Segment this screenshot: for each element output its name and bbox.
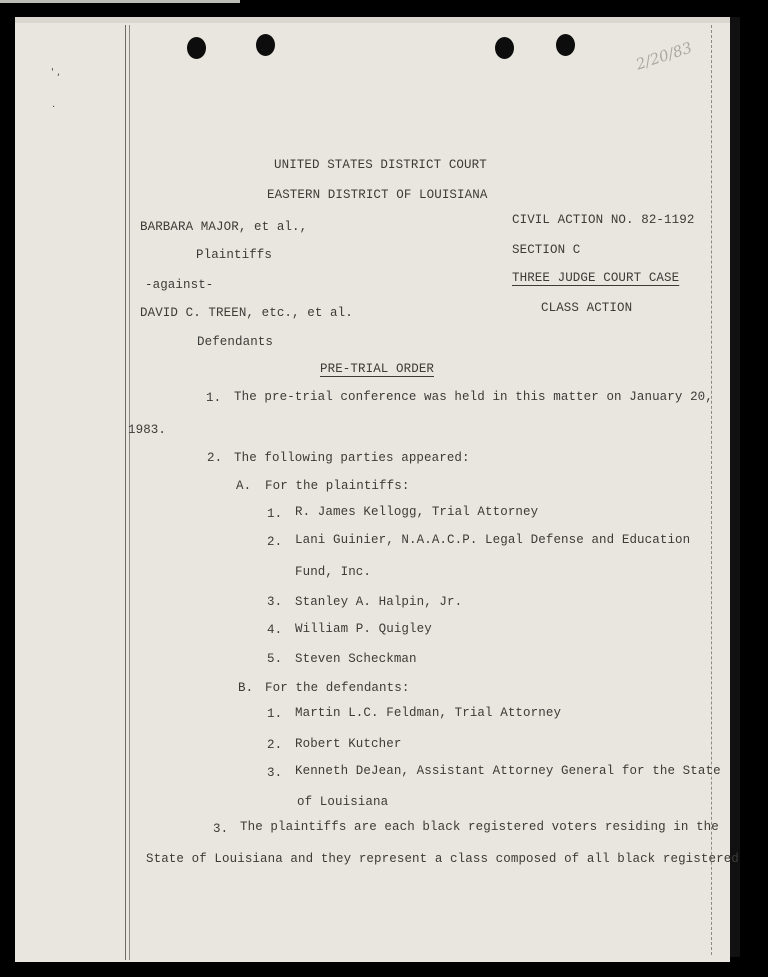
para-1-line-2: 1983.	[128, 423, 167, 437]
plaintiff-attorney-2-cont: Fund, Inc.	[295, 565, 372, 579]
defendant-attorney-2: Robert Kutcher	[295, 737, 402, 751]
plaintiff-attorney-1-num: 1.	[267, 507, 283, 521]
punch-hole-4	[556, 34, 575, 56]
defendant-attorney-3-num: 3.	[267, 766, 283, 780]
defendant-attorney-2-num: 2.	[267, 738, 283, 752]
plaintiffs-letter: A.	[236, 479, 252, 493]
scan-speck: ·	[52, 102, 56, 113]
document-page	[15, 17, 739, 962]
plaintiffs-heading: For the plaintiffs:	[265, 479, 410, 493]
defendant-attorney-1-num: 1.	[267, 707, 283, 721]
para-1-line-1: The pre-trial conference was held in this matter on January 20,	[234, 390, 713, 404]
plaintiff-attorney-5-num: 5.	[267, 652, 283, 666]
plaintiff-attorney-3-num: 3.	[267, 595, 283, 609]
district-name: EASTERN DISTRICT OF LOUISIANA	[267, 188, 488, 202]
para-2-number: 2.	[207, 451, 223, 465]
plaintiff-attorney-4: William P. Quigley	[295, 622, 432, 636]
para-3-number: 3.	[213, 822, 229, 836]
defendants-heading: For the defendants:	[265, 681, 410, 695]
scan-border	[730, 17, 740, 957]
defendant-attorney-3: Kenneth DeJean, Assistant Attorney General for the State	[295, 764, 721, 778]
plaintiff-attorney-2: Lani Guinier, N.A.A.C.P. Legal Defense and Education	[295, 533, 691, 547]
plaintiff-attorney-4-num: 4.	[267, 623, 283, 637]
section-label: SECTION C	[512, 243, 581, 257]
defendants-letter: B.	[238, 681, 254, 695]
plaintiff-attorney-3: Stanley A. Halpin, Jr.	[295, 595, 463, 609]
page-top-band	[15, 17, 730, 23]
plaintiff-attorney-5: Steven Scheckman	[295, 652, 417, 666]
plaintiff-name: BARBARA MAJOR, et al.,	[140, 220, 308, 234]
handwritten-date: 2/20/83	[633, 38, 695, 74]
action-type: CLASS ACTION	[541, 301, 633, 315]
para-3-line-2: State of Louisiana and they represent a class composed of all black registered	[146, 852, 739, 866]
versus-label: -against-	[145, 278, 214, 292]
defendant-attorney-3-cont: of Louisiana	[297, 795, 389, 809]
right-margin-rule	[711, 25, 712, 955]
defendant-attorney-1: Martin L.C. Feldman, Trial Attorney	[295, 706, 562, 720]
para-3-line-1: The plaintiffs are each black registered voters residing in the	[240, 820, 719, 834]
left-margin-rule	[125, 25, 130, 960]
case-number: CIVIL ACTION NO. 82-1192	[512, 213, 695, 227]
defendant-name: DAVID C. TREEN, etc., et al.	[140, 306, 353, 320]
para-1-number: 1.	[206, 391, 222, 405]
court-type: THREE JUDGE COURT CASE	[512, 271, 680, 285]
punch-hole-2	[256, 34, 275, 56]
punch-hole-1	[187, 37, 206, 59]
document-title: PRE-TRIAL ORDER	[320, 362, 435, 376]
plaintiff-attorney-1: R. James Kellogg, Trial Attorney	[295, 505, 539, 519]
plaintiff-role: Plaintiffs	[196, 248, 273, 262]
scan-edge-strip	[0, 0, 240, 3]
defendant-role: Defendants	[197, 335, 274, 349]
punch-hole-3	[495, 37, 514, 59]
court-name: UNITED STATES DISTRICT COURT	[274, 158, 487, 172]
plaintiff-attorney-2-num: 2.	[267, 535, 283, 549]
para-2-text: The following parties appeared:	[234, 451, 470, 465]
scan-specks: ' ,	[51, 67, 61, 78]
